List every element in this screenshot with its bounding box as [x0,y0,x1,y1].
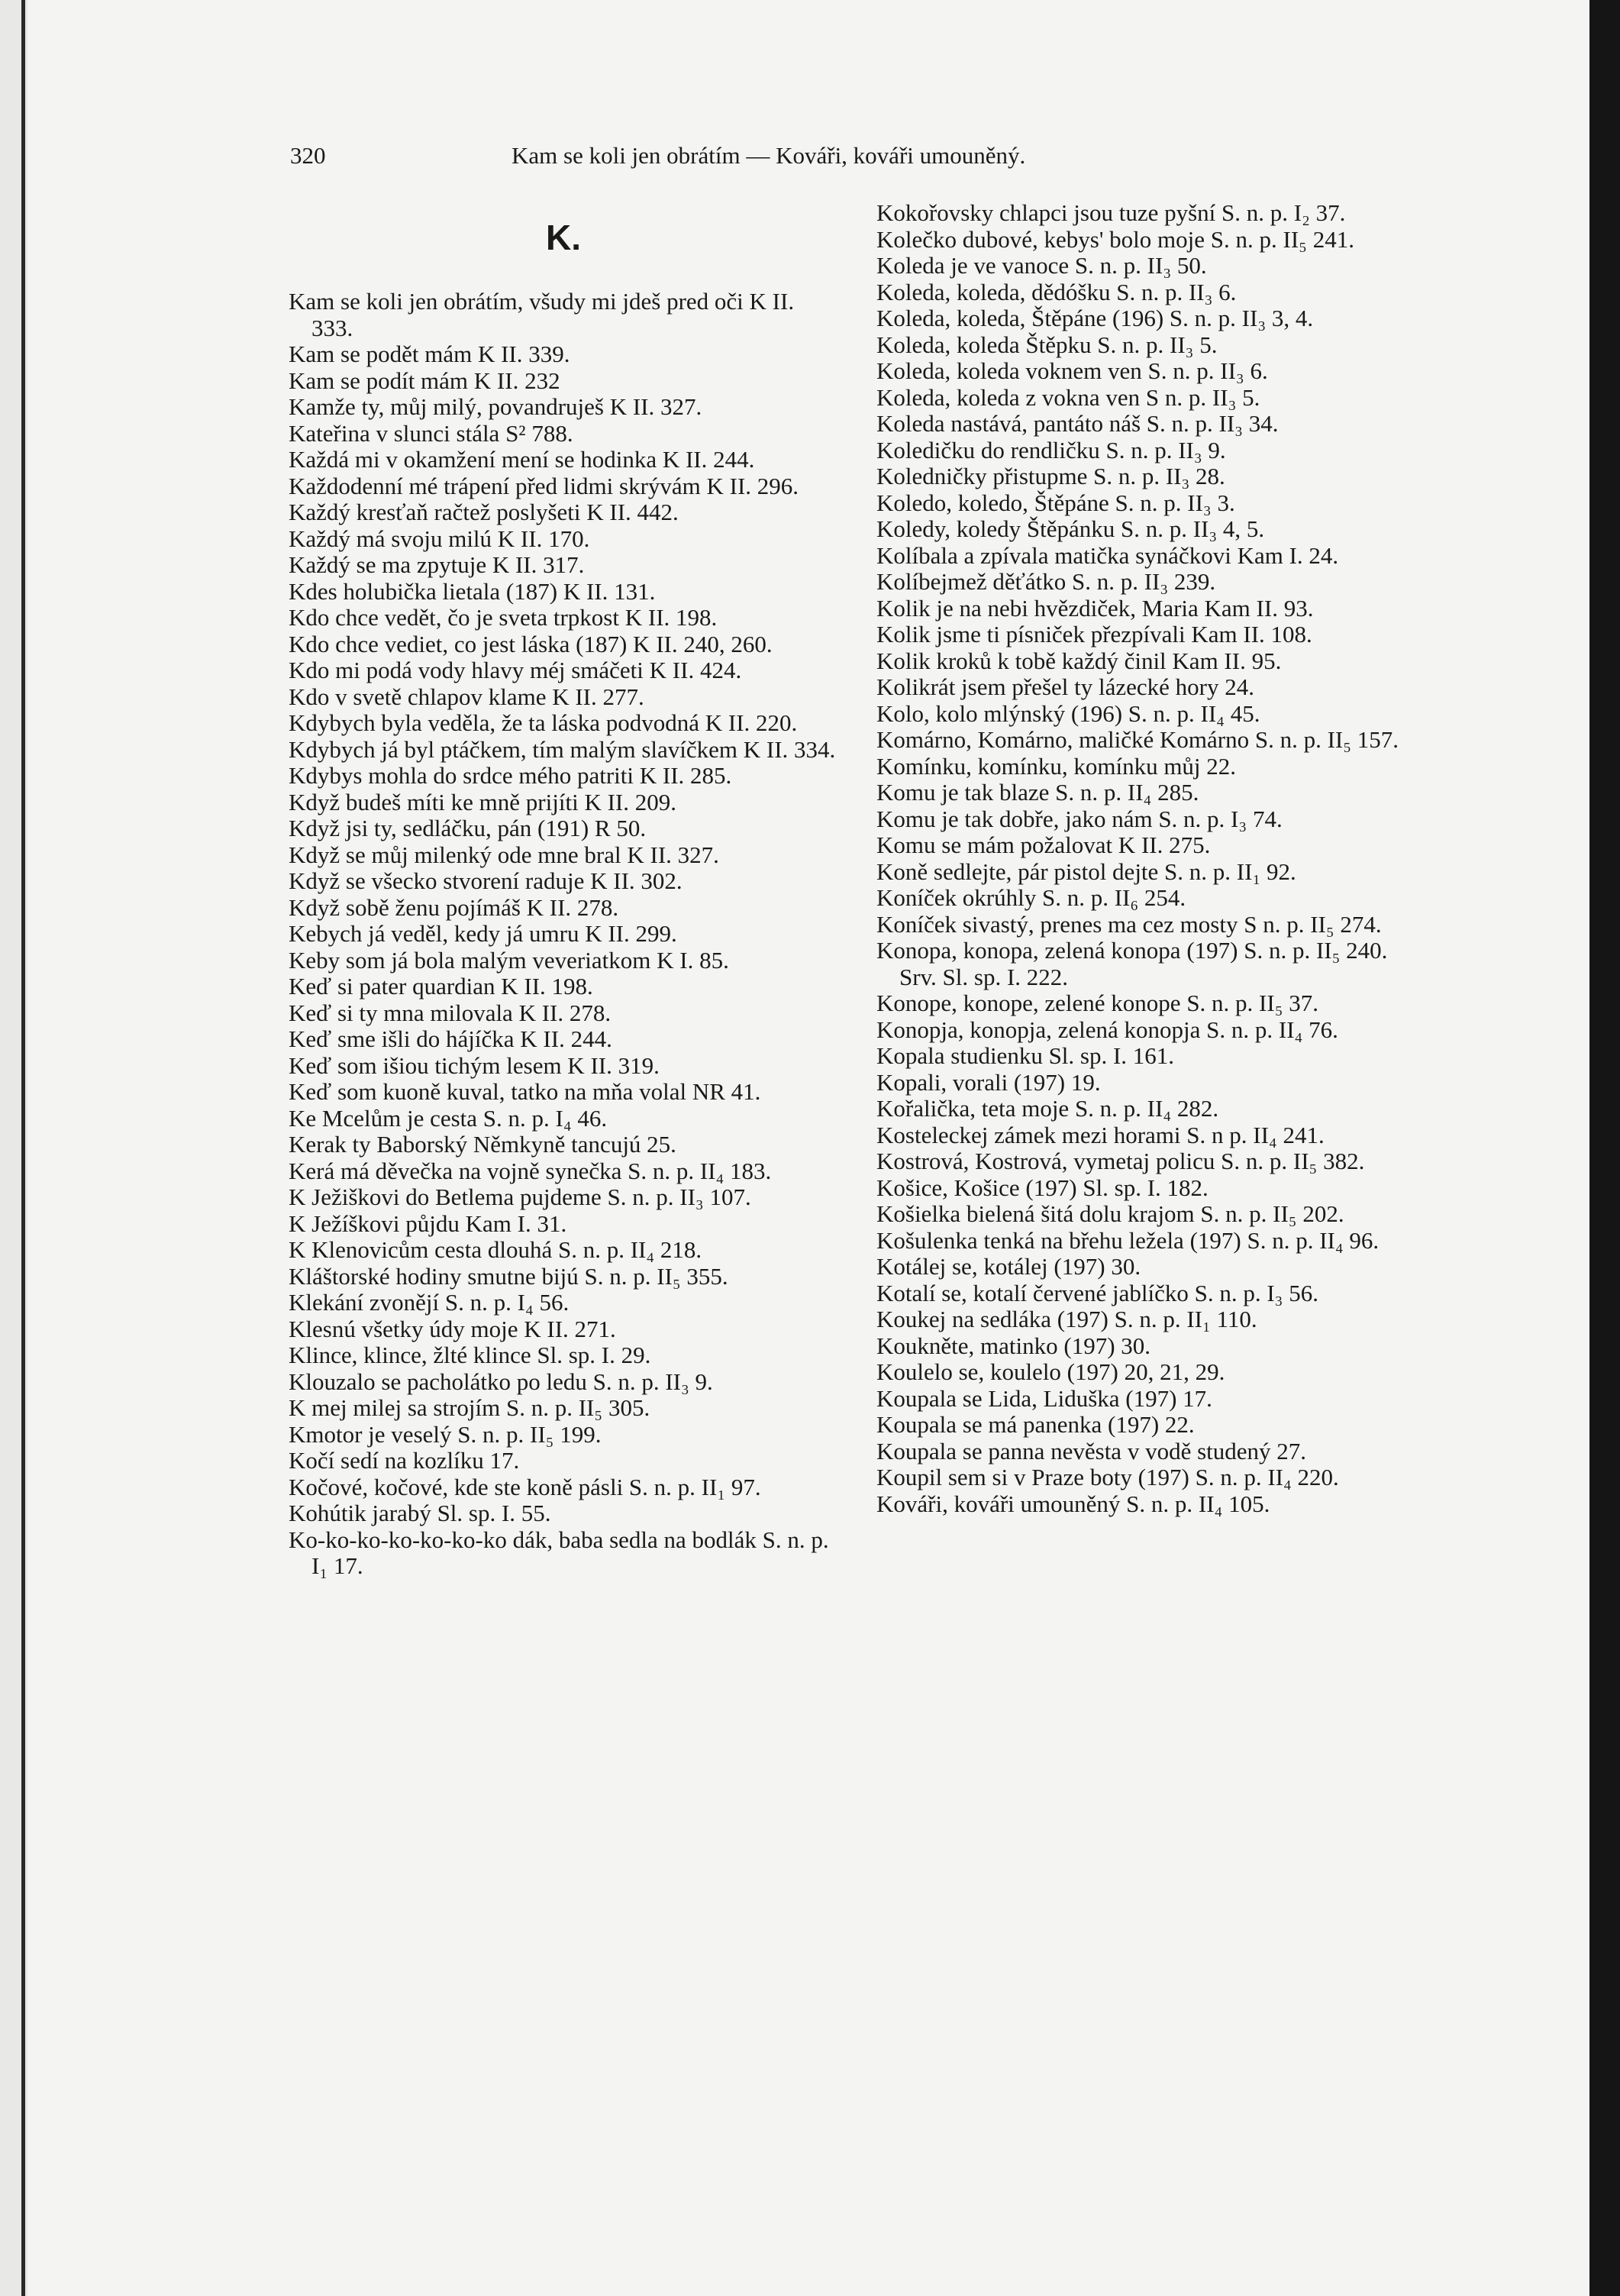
index-entry: Keď si ty mna milovala K II. 278. [289,999,612,1026]
index-entry: Klesnú všetky údy moje K II. 271. [289,1315,616,1342]
index-entry: Koupala se Lida, Liduška (197) 17. [876,1384,1212,1412]
index-entry: Koně sedlejte, pár pistol dejte S. n. p. II₁ 92. [876,857,1296,885]
index-entry: Košice, Košice (197) Sl. sp. I. 182. [876,1174,1209,1201]
index-entry: Když jsi ty, sedláčku, pán (191) R 50. [289,815,647,841]
section-letter: K. [546,218,581,257]
index-entry: Koupil sem si v Praze boty (197) S. n. p. II₄ 220. [876,1464,1339,1490]
index-entry: Kolo, kolo mlýnský (196) S. n. p. II₄ 45. [876,699,1260,727]
index-entry: Kohútik jarabý Sl. sp. I. 55. [289,1500,551,1526]
index-entry: Koleda, koleda Štěpku S. n. p. II₃ 5. [876,331,1218,358]
index-entry: Kdybych byla veděla, že ta láska podvodná K II. 220. [289,709,798,736]
index-entry: Komu se mám požalovat K II. 275. [876,832,1211,858]
index-entry: K Ježíškovi půjdu Kam I. 31. [289,1209,567,1237]
index-entry: Ke Mcelům je cesta S. n. p. I₄ 46. [289,1104,608,1132]
index-entry: Kerak ty Baborský Němkyně tancujú 25. [289,1131,676,1158]
index-entry: Kopali, vorali (197) 19. [876,1068,1101,1096]
index-entry: Keď sme išli do hájíčka K II. 244. [289,1025,612,1052]
index-entry: Koupala se panna nevěsta v vodě studený 27. [876,1437,1307,1464]
index-entry: Když se všecko stvorení raduje K II. 302. [289,867,683,894]
index-entry: Každý kresťaň račtež poslyšeti K II. 442. [289,499,679,525]
index-entry: Koleda, koleda z vokna ven S n. p. II₃ 5. [876,383,1260,411]
index-entry: Kolik kroků k tobě každý činil Kam II. 95. [876,647,1282,674]
index-entry: Kdo v svetě chlapov klame K II. 277. [289,683,644,710]
index-entry: Konope, konope, zelené konope S. n. p. II₅ 37. [876,990,1319,1016]
index-entry: Kam se podít mám K II. 232 [289,367,560,394]
index-entry: Koulelo se, koulelo (197) 20, 21, 29. [876,1358,1225,1385]
index-entry: Když sobě ženu pojímáš K II. 278. [289,893,619,921]
index-entry: Koupala se má panenka (197) 22. [876,1411,1195,1438]
index-entry: Koníček sivastý, prenes ma cez mosty S n. p. II₅ 274. [876,910,1382,938]
index-entry: Klouzalo se pacholátko po ledu S. n. p. II₃ 9. [289,1368,713,1395]
index-entry: Komínku, komínku, komínku můj 22. [876,752,1237,780]
index-entry: Kerá má děvečka na vojně synečka S. n. p. II₄ 183. [289,1157,772,1184]
index-entry: Komárno, Komárno, maličké Komárno S. n. p. II₅ 157. [876,726,1399,753]
index-entry: Ko-ko-ko-ko-ko-ko-ko dák, baba sedla na bodlák S. n. p. I₁ 17. [289,1526,829,1579]
index-entry: Košulenka tenká na břehu ležela (197) S. n. p. II₄ 96. [876,1226,1380,1254]
index-entry: Kdo chce vediet, co jest láska (187) K II. 240, 260. [289,630,773,657]
index-entry: Kočové, kočové, kde ste koně pásli S. n. p. II₁ 97. [289,1473,761,1500]
right-entry-list [876,200,1426,1517]
index-entry: Každý má svoju milú K II. 170. [289,525,590,552]
index-entry: Kostrová, Kostrová, vymetaj policu S. n. p. II₅ 382. [876,1148,1365,1174]
index-entry: Kočí sedí na kozlíku 17. [289,1447,520,1474]
index-entry: Když se můj milenký ode mne bral K II. 327. [289,841,719,868]
index-entry: Koledy, koledy Štěpánku S. n. p. II₃ 4, 5. [876,515,1265,542]
index-entry: Koleda je ve vanoce S. n. p. II₃ 50. [876,252,1207,279]
page-edge-right [1589,0,1620,2296]
index-entry: Kotálej se, kotálej (197) 30. [876,1253,1141,1280]
index-entry: Každodenní mé trápení před lidmi skrývám K II. 296. [289,472,799,499]
index-entry: Koukněte, matinko (197) 30. [876,1332,1151,1359]
index-entry: Kebych já veděl, kedy já umru K II. 299. [289,920,677,947]
index-entry: Koníček okrúhly S. n. p. II₆ 254. [876,884,1186,911]
index-entry: Keď som kuoně kuval, tatko na mňa volal NR 41. [289,1078,761,1105]
left-column [289,200,838,1580]
index-entry: Keď si pater quardian K II. 198. [289,973,593,999]
index-entry: Kořalička, teta moje S. n. p. II₄ 282. [876,1095,1219,1122]
index-entry: Kopala studienku Sl. sp. I. 161. [876,1042,1175,1069]
index-entry: Kováři, kováři umouněný S. n. p. II₄ 105. [876,1490,1270,1517]
index-entry: Kam se podět mám K II. 339. [289,341,570,367]
index-entry: Keď som išiou tichým lesem K II. 319. [289,1051,660,1079]
index-entry: Kdybych já byl ptáčkem, tím malým slavíčkem K II. 334. [289,735,836,763]
index-entry: Konopa, konopa, zelená konopa (197) S. n. p. II₅ 240. Srv. Sl. sp. I. 222. [876,937,1388,990]
index-entry: Koleda, koleda, dědóšku S. n. p. II₃ 6. [876,278,1237,305]
index-entry: Kamže ty, můj milý, povandruješ K II. 327. [289,393,702,420]
index-entry: Kolečko dubové, kebys' bolo moje S. n. p. II₅ 241. [876,225,1354,253]
index-entry: Koledičku do rendličku S. n. p. II₃ 9. [876,436,1226,463]
index-entry: Keby som já bola malým veveriatkom K I. 85. [289,946,729,974]
index-entry: Každý se ma zpytuje K II. 317. [289,551,585,578]
index-entry: Koukej na sedláka (197) S. n. p. II₁ 110. [876,1306,1257,1332]
index-entry: Konopja, konopja, zelená konopja S. n. p. II₄ 76. [876,1016,1338,1043]
index-entry: Kmotor je veselý S. n. p. II₅ 199. [289,1420,602,1448]
left-entry-list [289,289,838,1580]
index-entry: Klekání zvonějí S. n. p. I₄ 56. [289,1289,570,1316]
index-entry: Koleda, koleda, Štěpáne (196) S. n. p. II₃ 3, 4. [876,305,1314,331]
index-entry: Kolik jsme ti písniček přezpívali Kam II. 108. [876,621,1312,647]
index-entry: Kolik je na nebi hvězdiček, Maria Kam II. 93. [876,594,1314,622]
index-entry: Kolikrát jsem přešel ty lázecké hory 24. [876,673,1254,700]
page-number: 320 [290,142,326,169]
index-entry: Kolíbejmež děťátko S. n. p. II₃ 239. [876,568,1216,595]
index-entry: Kdo mi podá vody hlavy méj smáčeti K II. 424. [289,657,742,683]
index-entry: Kateřina v slunci stála S² 788. [289,419,573,447]
running-title: Kam se koli jen obrátím — Kováři, kováři umouněný. [511,142,1026,169]
index-entry: K mej milej sa strojím S. n. p. II₅ 305. [289,1394,650,1421]
index-entry: Kokořovsky chlapci jsou tuze pyšní S. n. p. I₂ 37. [876,199,1346,226]
page-gutter-line [21,0,25,2296]
index-entry: Koleda, koleda voknem ven S. n. p. II₃ 6. [876,357,1268,384]
right-column [876,200,1426,1517]
index-entry: Klince, klince, žlté klince Sl. sp. I. 29. [289,1342,651,1368]
index-entry: Každá mi v okamžení mení se hodinka K II. 244. [289,446,755,473]
index-entry: Kdo chce vedět, čo je sveta trpkost K II. 198. [289,604,718,631]
index-entry: Koledo, koledo, Štěpáne S. n. p. II₃ 3. [876,489,1235,516]
index-entry: Kotalí se, kotalí červené jablíčko S. n. p. I₃ 56. [876,1279,1318,1306]
index-entry: Kam se koli jen obrátím, všudy mi jdeš pred oči K II. 333. [289,288,795,341]
index-entry: Koledničky přistupme S. n. p. II₃ 28. [876,463,1225,489]
index-entry: Kolíbala a zpívala matička synáčkovi Kam I. 24. [876,541,1339,569]
index-entry: Košielka bielená šitá dolu krajom S. n. p. II₅ 202. [876,1200,1344,1227]
index-entry: Komu je tak blaze S. n. p. II₄ 285. [876,779,1199,806]
index-entry: K Ježiškovi do Betlema pujdeme S. n. p. II₃ 107. [289,1184,751,1210]
index-entry: Koleda nastává, pantáto náš S. n. p. II₃ 34. [876,410,1279,437]
index-entry: Kdes holubička lietala (187) K II. 131. [289,577,656,605]
index-entry: Komu je tak dobře, jako nám S. n. p. I₃ 74. [876,805,1283,832]
index-entry: Kdybys mohla do srdce mého patriti K II. 285. [289,762,732,789]
index-entry: Když budeš míti ke mně prijíti K II. 209. [289,788,676,815]
index-entry: Kláštorské hodiny smutne bijú S. n. p. II₅ 355. [289,1262,728,1290]
index-entry: K Klenovicům cesta dlouhá S. n. p. II₄ 218. [289,1236,702,1263]
index-entry: Kosteleckej zámek mezi horami S. n p. II₄ 241. [876,1121,1325,1148]
